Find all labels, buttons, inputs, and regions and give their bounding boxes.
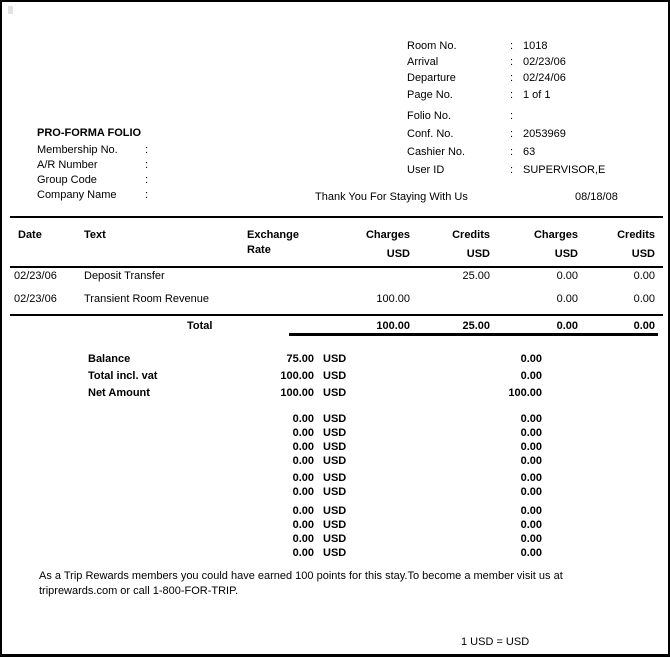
info-row xyxy=(407,72,662,85)
charge-credits-usd-2: 0.00 xyxy=(633,293,655,305)
greeting-text: Thank You For Staying With Us xyxy=(315,191,468,203)
header-currency-4: USD xyxy=(631,248,655,260)
info-row xyxy=(407,146,662,159)
exchange-rate-note: 1 USD = USD xyxy=(461,636,530,648)
charge-date: 02/23/06 xyxy=(14,270,57,282)
info-value: 1 of 1 xyxy=(523,89,551,101)
zero-amount: 0.00 xyxy=(292,413,314,425)
zero-amount-row xyxy=(2,547,668,561)
zero-currency: USD xyxy=(323,547,347,559)
divider-top xyxy=(10,216,663,218)
info-value: 1018 xyxy=(523,40,548,52)
zero-amount-row xyxy=(2,472,668,486)
zero-amount: 0.00 xyxy=(292,455,314,467)
charge-charges-usd-1: 100.00 xyxy=(376,293,410,305)
info-label: Group Code xyxy=(37,174,97,186)
zero-amount: 0.00 xyxy=(292,547,314,559)
header-exchange-rate-line2: Rate xyxy=(247,244,271,256)
info-label: Folio No. xyxy=(407,110,452,122)
zero-currency: USD xyxy=(323,472,347,484)
charge-date: 02/23/06 xyxy=(14,293,57,305)
info-value: 02/24/06 xyxy=(523,72,566,84)
info-row xyxy=(37,144,297,157)
document-title: PRO-FORMA FOLIO xyxy=(37,127,142,139)
header-credits-1: Credits xyxy=(452,229,490,241)
print-date: 08/18/08 xyxy=(575,191,618,203)
charge-charges-usd-2: 0.00 xyxy=(556,270,578,282)
info-row xyxy=(407,40,662,53)
summary-row xyxy=(2,370,668,387)
charge-credits-usd-1: 25.00 xyxy=(462,270,490,282)
total-charges-2: 0.00 xyxy=(556,320,578,332)
info-row xyxy=(407,110,662,123)
info-value: 2053969 xyxy=(523,128,566,140)
divider-total xyxy=(10,314,663,316)
zero-currency: USD xyxy=(323,519,347,531)
info-row xyxy=(407,56,662,69)
info-separator: : xyxy=(510,128,514,140)
zero-amount-rows xyxy=(2,413,668,561)
zero-second-amount: 0.00 xyxy=(520,427,542,439)
info-separator: : xyxy=(510,89,514,101)
info-row xyxy=(407,164,662,177)
info-separator: : xyxy=(510,146,514,158)
info-label: Departure xyxy=(407,72,456,84)
summary-currency: USD xyxy=(323,353,347,365)
info-separator: : xyxy=(145,174,149,186)
total-credits-1: 25.00 xyxy=(462,320,490,332)
zero-amount: 0.00 xyxy=(292,505,314,517)
info-separator: : xyxy=(510,40,514,52)
summary-label: Net Amount xyxy=(88,387,150,399)
charge-description: Transient Room Revenue xyxy=(84,293,209,305)
info-label: Membership No. xyxy=(37,144,118,156)
zero-amount-row xyxy=(2,486,668,500)
zero-second-amount: 0.00 xyxy=(520,547,542,559)
info-separator: : xyxy=(145,144,149,156)
rewards-note-line2: triprewards.com or call 1-800-FOR-TRIP. xyxy=(39,585,239,597)
summary-amount: 75.00 xyxy=(286,353,314,365)
zero-amount-row xyxy=(2,505,668,519)
scan-artifact xyxy=(8,6,13,14)
info-value: 63 xyxy=(523,146,536,158)
zero-second-amount: 0.00 xyxy=(520,455,542,467)
info-row xyxy=(37,174,297,187)
zero-currency: USD xyxy=(323,427,347,439)
zero-currency: USD xyxy=(323,533,347,545)
zero-currency: USD xyxy=(323,486,347,498)
info-label: Cashier No. xyxy=(407,146,466,158)
zero-amount: 0.00 xyxy=(292,427,314,439)
header-date: Date xyxy=(18,229,42,241)
rewards-note xyxy=(39,569,639,599)
info-row xyxy=(37,189,297,202)
total-label: Total xyxy=(187,320,213,332)
zero-amount-row xyxy=(2,427,668,441)
summary-second-amount: 100.00 xyxy=(508,387,542,399)
info-separator: : xyxy=(510,164,514,176)
charge-charges-usd-2: 0.00 xyxy=(556,293,578,305)
charge-row xyxy=(2,270,668,283)
summary-amount: 100.00 xyxy=(280,387,314,399)
summary-panel xyxy=(2,353,668,404)
zero-second-amount: 0.00 xyxy=(520,413,542,425)
header-text: Text xyxy=(84,229,106,241)
zero-amount: 0.00 xyxy=(292,533,314,545)
charge-description: Deposit Transfer xyxy=(84,270,165,282)
zero-amount: 0.00 xyxy=(292,441,314,453)
zero-second-amount: 0.00 xyxy=(520,519,542,531)
info-label: Conf. No. xyxy=(407,128,454,140)
info-separator: : xyxy=(510,110,514,122)
summary-row xyxy=(2,353,668,370)
charge-row xyxy=(2,293,668,306)
summary-label: Balance xyxy=(88,353,131,365)
header-charges-1: Charges xyxy=(365,229,410,241)
summary-label: Total incl. vat xyxy=(88,370,158,382)
info-separator: : xyxy=(510,72,514,84)
info-label: User ID xyxy=(407,164,445,176)
zero-amount: 0.00 xyxy=(292,486,314,498)
header-currency-3: USD xyxy=(554,248,578,260)
info-separator: : xyxy=(145,159,149,171)
summary-currency: USD xyxy=(323,370,347,382)
zero-second-amount: 0.00 xyxy=(520,533,542,545)
zero-amount-row xyxy=(2,441,668,455)
header-currency-1: USD xyxy=(386,248,410,260)
zero-amount: 0.00 xyxy=(292,472,314,484)
info-row xyxy=(407,89,662,102)
info-label: Page No. xyxy=(407,89,453,101)
rewards-note-line1: As a Trip Rewards members you could have earned 100 points for this stay.To become a member visit us at xyxy=(39,570,563,582)
header-credits-2: Credits xyxy=(617,229,655,241)
header-exchange-rate-line1: Exchange xyxy=(247,229,299,241)
info-label: A/R Number xyxy=(37,159,98,171)
info-value: SUPERVISOR,E xyxy=(523,164,606,176)
info-separator: : xyxy=(145,189,149,201)
divider-header xyxy=(10,266,663,268)
info-value: 02/23/06 xyxy=(523,56,566,68)
zero-amount-row xyxy=(2,533,668,547)
zero-amount: 0.00 xyxy=(292,519,314,531)
info-row xyxy=(407,128,662,141)
summary-amount: 100.00 xyxy=(280,370,314,382)
total-charges-1: 100.00 xyxy=(376,320,410,332)
total-credits-2: 0.00 xyxy=(633,320,655,332)
zero-second-amount: 0.00 xyxy=(520,472,542,484)
zero-currency: USD xyxy=(323,455,347,467)
zero-second-amount: 0.00 xyxy=(520,486,542,498)
zero-currency: USD xyxy=(323,505,347,517)
info-row xyxy=(37,159,297,172)
zero-amount-row xyxy=(2,455,668,469)
summary-currency: USD xyxy=(323,387,347,399)
zero-amount-row xyxy=(2,519,668,533)
summary-second-amount: 0.00 xyxy=(520,370,542,382)
header-charges-2: Charges xyxy=(533,229,578,241)
info-label: Room No. xyxy=(407,40,457,52)
total-underline xyxy=(289,333,658,336)
info-label: Arrival xyxy=(407,56,439,68)
summary-second-amount: 0.00 xyxy=(520,353,542,365)
zero-amount-row xyxy=(2,413,668,427)
summary-row xyxy=(2,387,668,404)
info-separator: : xyxy=(510,56,514,68)
zero-currency: USD xyxy=(323,441,347,453)
stay-info-panel xyxy=(407,40,662,177)
header-currency-2: USD xyxy=(466,248,490,260)
zero-second-amount: 0.00 xyxy=(520,441,542,453)
zero-currency: USD xyxy=(323,413,347,425)
zero-second-amount: 0.00 xyxy=(520,505,542,517)
info-label: Company Name xyxy=(37,189,117,201)
charge-credits-usd-2: 0.00 xyxy=(633,270,655,282)
guest-info-panel xyxy=(37,144,297,202)
